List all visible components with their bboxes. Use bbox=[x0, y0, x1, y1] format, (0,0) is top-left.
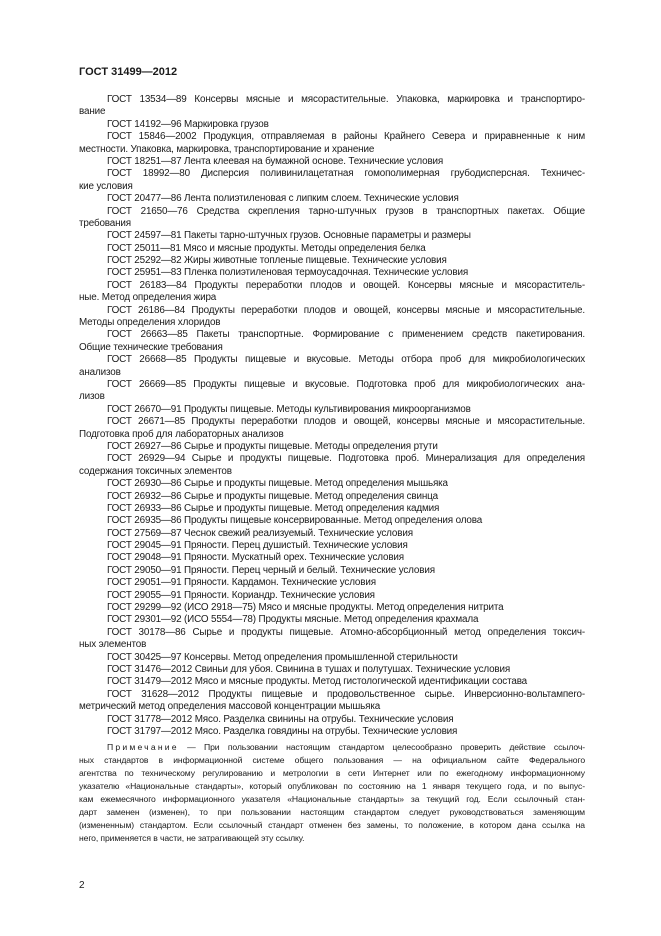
reference-line: ГОСТ 15846—2002 Продукция, отправляемая в районы Крайнего Севера и приравненные к ним bbox=[107, 131, 585, 143]
reference-line: ГОСТ 14192—96 Маркировка грузов bbox=[107, 118, 269, 130]
reference-entry bbox=[79, 305, 585, 330]
reference-continuation-line: Общие технические требования bbox=[79, 341, 223, 353]
reference-line: ГОСТ 26671—85 Продукты переработки плодов и овощей, консервы мясные и мясорастительные. bbox=[107, 416, 585, 428]
reference-line: ГОСТ 26929—94 Сырье и продукты пищевые. Подготовка проб. Минерализация для определения bbox=[107, 453, 585, 465]
reference-entry bbox=[79, 491, 585, 503]
reference-entry bbox=[79, 404, 585, 416]
reference-entry bbox=[79, 614, 585, 626]
reference-line: ГОСТ 29048—91 Пряности. Мускатный орех. Технические условия bbox=[107, 552, 404, 564]
reference-line: ГОСТ 26670—91 Продукты пищевые. Методы культивирования микроорганизмов bbox=[107, 403, 471, 415]
reference-line: ГОСТ 26930—86 Сырье и продукты пищевые. Метод определения мышьяка bbox=[107, 478, 448, 490]
reference-entry bbox=[79, 565, 585, 577]
reference-line: ГОСТ 26927—86 Сырье и продукты пищевые. Методы определения ртути bbox=[107, 440, 438, 452]
reference-line: ГОСТ 25951—83 Пленка полиэтиленовая термоусадочная. Технические условия bbox=[107, 267, 469, 279]
reference-entry bbox=[79, 441, 585, 453]
reference-continuation-line: Подготовка проб для лабораторных анализов bbox=[79, 428, 284, 440]
note-line: ных стандартов в информационной системе общего пользования — на официальном сайте Федерального bbox=[79, 755, 585, 765]
reference-line: ГОСТ 20477—86 Лента полиэтиленовая с липким слоем. Технические условия bbox=[107, 193, 459, 205]
reference-continuation-line: ных элементов bbox=[79, 639, 147, 651]
reference-line: ГОСТ 26186—84 Продукты переработки плодов и овощей, консервы мясные и мясорастительные. bbox=[107, 304, 585, 316]
reference-line: ГОСТ 24597—81 Пакеты тарно-штучных грузов. Основные параметры и размеры bbox=[107, 230, 471, 242]
reference-continuation-line: местности. Упаковка, маркировка, транспортирование и хранение bbox=[79, 143, 375, 155]
reference-continuation-line: кие условия bbox=[79, 180, 133, 192]
reference-entry bbox=[79, 280, 585, 305]
reference-entry bbox=[79, 515, 585, 527]
reference-line: ГОСТ 27569—87 Чеснок свежий реализуемый. Технические условия bbox=[107, 527, 413, 539]
note-block bbox=[79, 741, 585, 845]
reference-entry bbox=[79, 379, 585, 404]
reference-entry bbox=[79, 354, 585, 379]
reference-line: ГОСТ 31797—2012 Мясо. Разделка говядины на отрубы. Технические условия bbox=[107, 725, 458, 737]
reference-line: ГОСТ 29045—91 Пряности. Перец душистый. Технические условия bbox=[107, 540, 408, 552]
reference-line: ГОСТ 25011—81 Мясо и мясные продукты. Методы определения белка bbox=[107, 242, 426, 254]
reference-line: ГОСТ 31476—2012 Свиньи для убоя. Свинина в тушах и полутушах. Технические условия bbox=[107, 663, 511, 675]
note-label: Примечание bbox=[107, 742, 179, 752]
reference-continuation-line: анализов bbox=[79, 366, 121, 378]
reference-line: ГОСТ 26933—86 Сырье и продукты пищевые. Метод определения кадмия bbox=[107, 502, 440, 514]
reference-entry bbox=[79, 689, 585, 714]
note-line: агентства по техническому регулированию и метрологии в сети Интернет или по ежегодному информационному bbox=[79, 768, 585, 778]
reference-continuation-line: ные. Метод определения жира bbox=[79, 292, 217, 304]
reference-entry bbox=[79, 676, 585, 688]
reference-entry bbox=[79, 453, 585, 478]
reference-line: ГОСТ 31628—2012 Продукты пищевые и продовольственное сырье. Инверсионно-вольтампero- bbox=[107, 688, 585, 700]
reference-line: ГОСТ 30178—86 Сырье и продукты пищевые. Атомно-абсорбционный метод определения токсич- bbox=[107, 626, 585, 638]
page-number: 2 bbox=[79, 880, 85, 891]
reference-entry bbox=[79, 156, 585, 168]
reference-line: ГОСТ 13534—89 Консервы мясные и мясорастительные. Упаковка, маркировка и транспортиро- bbox=[107, 94, 585, 105]
reference-entry bbox=[79, 726, 585, 738]
reference-continuation-line: лизов bbox=[79, 391, 105, 403]
reference-line: ГОСТ 26935—86 Продукты пищевые консервированные. Метод определения олова bbox=[107, 515, 483, 527]
reference-entry bbox=[79, 652, 585, 664]
note-line bbox=[79, 741, 585, 754]
document-header: ГОСТ 31499—2012 bbox=[79, 66, 178, 78]
reference-line: ГОСТ 21650—76 Средства скрепления тарно-штучных грузов в транспортных пакетах. Общие bbox=[107, 205, 585, 217]
reference-entry bbox=[79, 119, 585, 131]
reference-line: ГОСТ 26183—84 Продукты переработки плодов и овощей. Консервы мясные и мясораститель- bbox=[107, 279, 585, 291]
reference-entry bbox=[79, 329, 585, 354]
reference-entry bbox=[79, 206, 585, 231]
reference-line: ГОСТ 26668—85 Продукты пищевые и вкусовые. Методы отбора проб для микробиологических bbox=[107, 354, 585, 366]
reference-entry bbox=[79, 230, 585, 242]
reference-entry bbox=[79, 131, 585, 156]
reference-entry bbox=[79, 590, 585, 602]
reference-line: ГОСТ 29055—91 Пряности. Кориандр. Технические условия bbox=[107, 589, 375, 601]
reference-entry bbox=[79, 243, 585, 255]
reference-entry bbox=[79, 94, 585, 119]
reference-continuation-line: вание bbox=[79, 106, 106, 118]
note-line: указателю «Национальные стандарты», который опубликован по состоянию на 1 января текущего года, и по выпус- bbox=[79, 781, 585, 791]
reference-entry bbox=[79, 540, 585, 552]
reference-entry bbox=[79, 627, 585, 652]
reference-continuation-line: Методы определения хлоридов bbox=[79, 317, 221, 329]
reference-line: ГОСТ 29051—91 Пряности. Кардамон. Технические условия bbox=[107, 577, 376, 589]
reference-entry bbox=[79, 478, 585, 490]
reference-entry bbox=[79, 267, 585, 279]
reference-line: ГОСТ 25292—82 Жиры животные топленые пищевые. Технические условия bbox=[107, 255, 447, 267]
reference-line: ГОСТ 29301—92 (ИСО 5554—78) Продукты мясные. Метод определения крахмала bbox=[107, 614, 479, 626]
reference-line: ГОСТ 31778—2012 Мясо. Разделка свинины на отрубы. Технические условия bbox=[107, 713, 454, 725]
reference-entry bbox=[79, 503, 585, 515]
reference-entry bbox=[79, 168, 585, 193]
note-line: него, применяется в части, не затрагивающей эту ссылку. bbox=[79, 833, 305, 843]
reference-entry bbox=[79, 664, 585, 676]
note-line: дарт заменен (изменен), то при пользовании настоящим стандартом следует руководствоваться заменяющим bbox=[79, 807, 585, 817]
reference-entry bbox=[79, 602, 585, 614]
reference-entry bbox=[79, 577, 585, 589]
note-text: — При пользовании настоящим стандартом целесообразно проверить действие ссылоч- bbox=[187, 742, 585, 752]
note-line: (измененным) стандартом. Если ссылочный стандарт отменен без замены, то положение, в котором дана ссылка на bbox=[79, 820, 585, 830]
reference-entry bbox=[79, 255, 585, 267]
reference-line: ГОСТ 29050—91 Пряности. Перец черный и белый. Технические условия bbox=[107, 564, 435, 576]
note-line: кам ежемесячного информационного указателя «Национальные стандарты» за текущий год. Если ссылочный стан- bbox=[79, 794, 585, 804]
reference-continuation-line: метрический метод определения массовой концентрации мышьяка bbox=[79, 701, 381, 713]
reference-entry bbox=[79, 714, 585, 726]
reference-line: ГОСТ 26663—85 Пакеты транспортные. Формирование с применением средств пакетирования. bbox=[107, 329, 585, 341]
reference-line: ГОСТ 31479—2012 Мясо и мясные продукты. Метод гистологической идентификации состава bbox=[107, 676, 528, 688]
normative-references-list bbox=[79, 94, 585, 738]
reference-entry bbox=[79, 552, 585, 564]
reference-line: ГОСТ 26932—86 Сырье и продукты пищевые. Метод определения свинца bbox=[107, 490, 439, 502]
reference-continuation-line: содержания токсичных элементов bbox=[79, 465, 232, 477]
reference-continuation-line: требования bbox=[79, 217, 131, 229]
reference-line: ГОСТ 30425—97 Консервы. Метод определения промышленной стерильности bbox=[107, 651, 458, 663]
reference-line: ГОСТ 18992—80 Дисперсия поливинилацетатная гомополимерная грубодисперсная. Техничес- bbox=[107, 168, 585, 180]
reference-entry bbox=[79, 528, 585, 540]
reference-line: ГОСТ 29299—92 (ИСО 2918—75) Мясо и мясные продукты. Метод определения нитрита bbox=[107, 602, 504, 614]
reference-entry bbox=[79, 416, 585, 441]
reference-line: ГОСТ 18251—87 Лента клеевая на бумажной основе. Технические условия bbox=[107, 155, 444, 167]
reference-entry bbox=[79, 193, 585, 205]
reference-line: ГОСТ 26669—85 Продукты пищевые и вкусовые. Подготовка проб для микробиологических ана- bbox=[107, 378, 585, 390]
